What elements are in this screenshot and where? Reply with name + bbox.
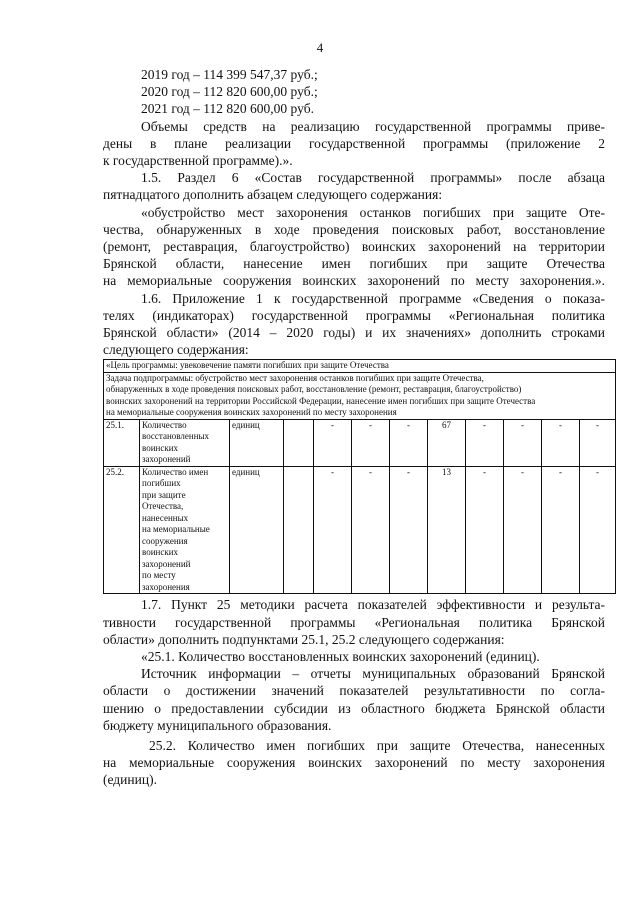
table-row [104, 466, 616, 594]
text-line: тивности государственной программы «Региональная политика Брянской [103, 614, 605, 630]
text-line: (ремонт, реставрация, благоустройство) воинских захоронений на территории [103, 239, 605, 255]
paragraph-volumes [103, 118, 605, 170]
text-line: воинских захоронений на территории Российской Федерации, нанесение имен погибших при защите Отечества [106, 395, 536, 406]
text-line: к государственной программе).». [103, 153, 293, 169]
text-line: на мемориальные сооружения воинских захоронений по месту захоронения.». [103, 273, 605, 289]
text-line: Источник информации – отчеты муниципальных образований Брянской [141, 666, 605, 682]
text-line: по месту [142, 570, 176, 581]
text-line: дены в плане реализации государственной программы (приложение 2 [103, 135, 605, 151]
row-indicator-name [140, 466, 230, 594]
page-number: 4 [316, 40, 324, 55]
indicators-table [103, 359, 616, 594]
value-cell: - [542, 466, 580, 594]
text-line: «обустройство мест захоронения останков погибших при защите Оте- [141, 204, 605, 220]
text-line: захоронений [142, 558, 191, 569]
text-line: захоронений [142, 454, 191, 465]
text-line: 1.7. Пункт 25 методики расчета показателей эффективности и результа- [141, 597, 605, 613]
text-line: шению о предоставлении субсидии из областного бюджета Брянской области [103, 700, 605, 716]
row-unit: единиц [230, 419, 284, 466]
paragraph-1-5 [103, 169, 605, 203]
value-cell: - [504, 419, 542, 466]
text-line: погибших [142, 478, 181, 489]
text-line: на мемориальные [142, 524, 210, 535]
text-line: на мемориальные сооружения воинских захоронений по месту захоронения [103, 755, 605, 771]
row-indicator-name [140, 419, 230, 466]
value-cell: 13 [428, 466, 466, 594]
paragraph-1-7 [103, 596, 605, 648]
row-unit: единиц [230, 466, 284, 594]
paragraph-source [103, 665, 605, 734]
table-goal-row: «Цель программы: увековечение памяти погибших при защите Отечества [104, 360, 616, 373]
text-line: области о достижении значений показателей результативности по согла- [103, 683, 605, 699]
table-task-row [104, 372, 616, 419]
text-line: нанесенных [142, 512, 189, 523]
text-line: Объемы средств на реализацию государственной программы приве- [141, 118, 605, 134]
value-cell: - [466, 466, 504, 594]
value-cell: - [390, 419, 428, 466]
value-cell: - [542, 419, 580, 466]
text-line: воинских [142, 442, 179, 453]
paragraph-1-6 [103, 290, 605, 359]
value-cell: - [352, 419, 390, 466]
document-body [103, 66, 605, 789]
budget-lines [103, 66, 605, 118]
budget-line-2020: 2020 год – 112 820 600,00 руб.; [141, 84, 318, 100]
text-line: 25.2. Количество имен погибших при защите Отечества, нанесенных [149, 738, 605, 754]
value-cell: - [352, 466, 390, 594]
text-line: Количество [142, 419, 187, 430]
text-line: (единиц). [103, 772, 157, 788]
budget-line-2019: 2019 год – 114 399 547,37 руб.; [141, 67, 318, 82]
value-cell [284, 419, 314, 466]
text-line: Отечества, [142, 501, 184, 512]
paragraph-25-1 [103, 648, 605, 665]
text-line: чества, обнаруженных в ходе проведения поисковых работ, восстановление [103, 221, 605, 237]
text-line: Задача подпрограммы: обустройство мест захоронения останков погибших при защите Отечества, [106, 372, 484, 383]
value-cell: 67 [428, 419, 466, 466]
text-line: пятнадцатого дополнить абзацем следующего содержания: [103, 187, 443, 203]
text-line: Количество имен [142, 466, 209, 477]
value-cell: - [390, 466, 428, 594]
text-line: следующего содержания: [103, 342, 249, 358]
text-line: восстановленных [142, 431, 210, 442]
budget-line-2021: 2021 год – 112 820 600,00 руб. [141, 101, 314, 117]
text-line: обнаруженных в ходе проведения поисковых работ, восстановление (ремонт, реставрация, благоустройство) [106, 384, 522, 395]
text-line: сооружения [142, 535, 188, 546]
row-number: 25.1. [104, 419, 140, 466]
text-line: телях (индикаторах) государственной программы «Региональная политика [103, 307, 605, 323]
text-line: воинских [142, 547, 179, 558]
text-line: «25.1. Количество восстановленных воинских захоронений (единиц). [141, 649, 540, 665]
text-line: Брянской области» (2014 – 2020 годы) и их значениях» дополнить строками [103, 325, 605, 341]
text-line: 1.6. Приложение 1 к государственной программе «Сведения о показа- [141, 290, 605, 306]
text-line: на мемориальные сооружения воинских захоронений по месту захоронения [106, 407, 397, 418]
paragraph-quote [103, 204, 605, 290]
text-line: области» дополнить подпунктами 25.1, 25.2 следующего содержания: [103, 631, 505, 647]
text-line: бюджету муниципального образования. [103, 717, 332, 733]
value-cell: - [580, 419, 616, 466]
value-cell: - [504, 466, 542, 594]
table-row [104, 419, 616, 466]
text-line: захоронения [142, 581, 190, 592]
value-cell [284, 466, 314, 594]
value-cell: - [580, 466, 616, 594]
row-number: 25.2. [104, 466, 140, 594]
value-cell: - [314, 419, 352, 466]
paragraph-25-2 [103, 737, 605, 789]
text-line: Брянской области, нанесение имен погибших при защите Отечества [103, 256, 605, 272]
value-cell: - [314, 466, 352, 594]
text-line: 1.5. Раздел 6 «Состав государственной программы» после абзаца [141, 170, 605, 186]
text-line: при защите [142, 489, 186, 500]
value-cell: - [466, 419, 504, 466]
